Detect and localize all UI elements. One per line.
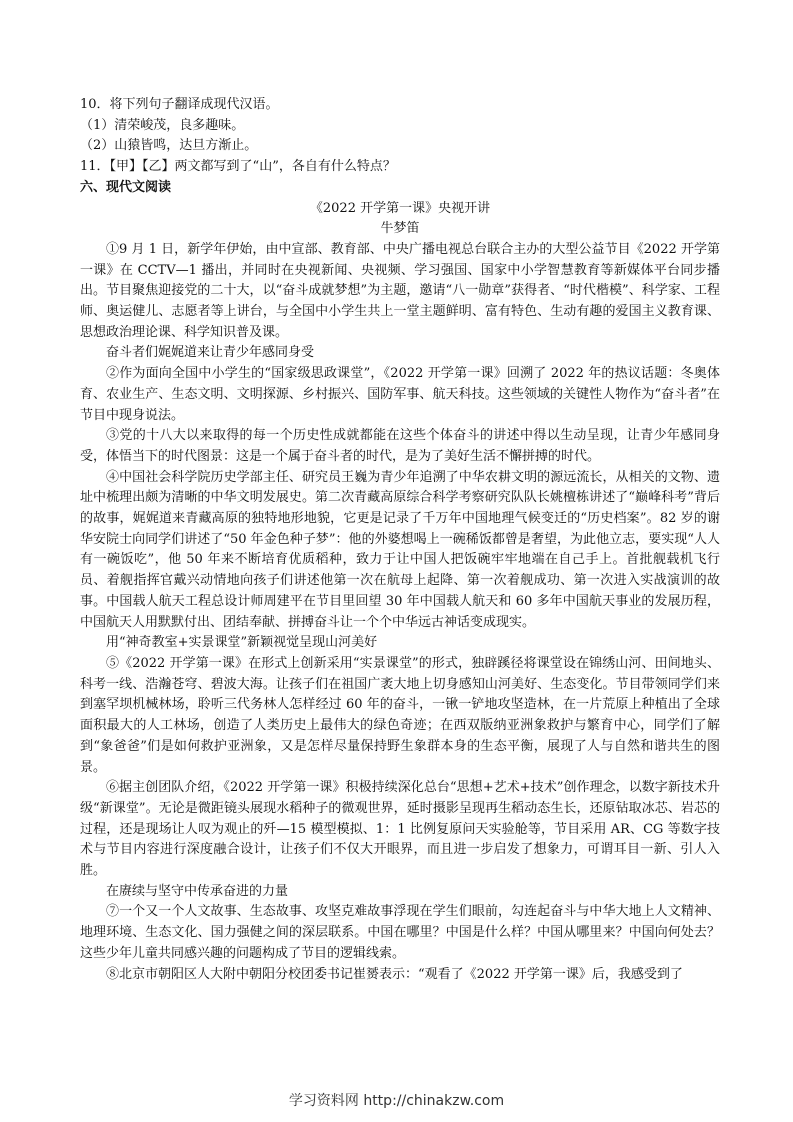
- subheading-2: 用“神奇教室+实景课堂”新颖视觉呈现山河美好: [106, 635, 378, 651]
- subheading-3: 在赓续与坚守中传承奋进的力量: [106, 883, 289, 899]
- paragraph-6: ⑥据主创团队介绍，《2022 开学第一课》积极持续深化总台“思想+艺术+技术”创作理念，以数字新技术升级“新课堂”。无论是微距镜头展现水稻种子的微观世界，延时摄影呈现再生稻动态生长，还原钻取冰芯、岩芯的过程，还是现场让人叹为观止的歼—15 模型模拟、1：1 比例复原问天实验舱等，节目采用 AR、CG 等数字技术与节目内容进行深度融合设计，让孩子们不仅大开眼界，而且进一步启发了想象力，可谓耳目一新、引人入胜。: [80, 780, 720, 879]
- page-footer: 学习资料网 http://chinakzw.com: [288, 1093, 505, 1109]
- paragraph-7: ⑦一个又一个人文故事、生态故事、攻坚克难故事浮现在学生们眼前，勾连起奋斗与中华大地上人文精神、地理环境、生态文化、国力强健之间的深层联系。中国在哪里？中国是什么样？中国从哪里来？中国向何处去？这些少年儿童共同感兴趣的问题构成了节目的逻辑线索。: [80, 904, 720, 961]
- paragraph-4: ④中国社会科学院历史学部主任、研究员王巍为青少年追溯了中华农耕文明的源远流长，从相关的文物、遗址中梳理出颇为清晰的中华文明发展史。第二次青藏高原综合科学考察研究队队长姚檀栋讲述了“巅峰科考”背后的故事，娓娓道来青藏高原的独特地形地貌，它更是记录了千万年中国地理气候变迁的“历史档案”。82 岁的谢华安院士向同学们讲述了“50 年金色种子梦”：他的外婆想喝上一碗稀饭都曾是奢望，为此他立志，要实现“人人有一碗饭吃”，他 50 年来不断培育优质稻种，致力于让中国人把饭碗牢牢地端在自己手上。首批舰载机飞行员、着舰指挥官戴兴动情地向孩子们讲述他第一次在航母上起降、第一次着舰成功、第一次进入实战演训的故事。中国载人航天工程总设计师周建平在节目里回望 30 年中国载人航天和 60 多年中国航天事业的发展历程，中国航天人用默默付出、团结奉献、拼搏奋斗让一个个中华远古神话变成现实。: [80, 469, 720, 630]
- document-content: [80, 95, 720, 985]
- paragraph-2: ②作为面向全国中小学生的“国家级思政课堂”，《2022 开学第一课》回溯了 2022 年的热议话题：冬奥体育、农业生产、生态文明、文明探源、乡村振兴、国防军事、航天科技。这些领域的关键性人物作为“奋斗者”在节目中现身说法。: [80, 366, 720, 423]
- question-11: 11．【甲】【乙】两文都写到了“山”，各自有什么特点？: [80, 159, 396, 175]
- question-10-part-1: （1）清荣峻茂，良多趣味。: [80, 117, 245, 133]
- paragraph-8: ⑧北京市朝阳区人大附中朝阳分校团委书记崔赟表示：“观看了《2022 开学第一课》后，我感受到了: [106, 966, 683, 982]
- paragraph-5: ⑤《2022 开学第一课》在形式上创新采用“实景课堂”的形式，独辟蹊径将课堂设在锦绣山河、田间地头、科考一线、浩瀚苍穹、碧波大海。让孩子们在祖国广袤大地上切身感知山河美好、生态变化。节目带领同学们来到塞罕坝机械林场，聆听三代务林人怎样经过 60 年的奋斗，一锹一铲地攻坚造林，在一片荒原上种植出了全球面积最大的人工林场，创造了人类历史上最伟大的绿色奇迹；在西双版纳亚洲象救护与繁育中心，同学们了解到“象爸爸”们是如何救护亚洲象，又是怎样尽量保持野生象群本身的生态平衡，展现了人与自然和谐共生的图景。: [80, 655, 720, 775]
- section-heading: 六、现代文阅读: [80, 179, 172, 195]
- question-10-part-2: （2）山猿皆鸣，达旦方渐止。: [80, 138, 258, 154]
- paragraph-1: ①9 月 1 日，新学年伊始，由中宣部、教育部、中央广播电视总台联合主办的大型公益节目《2022 开学第一课》在 CCTV—1 播出，并同时在央视新闻、央视频、学习强国、国家中小学智慧教育等新媒体平台同步播出。节目聚焦迎接党的二十大，以“奋斗成就梦想”为主题，邀请“八一勋章”获得者、“时代楷模”、科学家、工程师、奥运健儿、志愿者等上讲台，与全国中小学生共上一堂主题鲜明、富有特色、生动有趣的爱国主义教育课、思想政治理论课、科学知识普及课。: [80, 241, 720, 340]
- question-10: 10．将下列句子翻译成现代汉语。: [80, 97, 279, 112]
- paragraph-3: ③党的十八大以来取得的每一个历史性成就都能在这些个体奋斗的讲述中得以生动呈现，让青少年感同身受，体悟当下的时代图景：这是一个属于奋斗者的时代，是为了美好生活不懈拼搏的时代。: [80, 428, 720, 464]
- article-title: 《2022 开学第一课》央视开讲: [309, 200, 491, 216]
- article-author: 牛梦笛: [380, 221, 420, 237]
- subheading-1: 奋斗者们娓娓道来让青少年感同身受: [106, 345, 315, 361]
